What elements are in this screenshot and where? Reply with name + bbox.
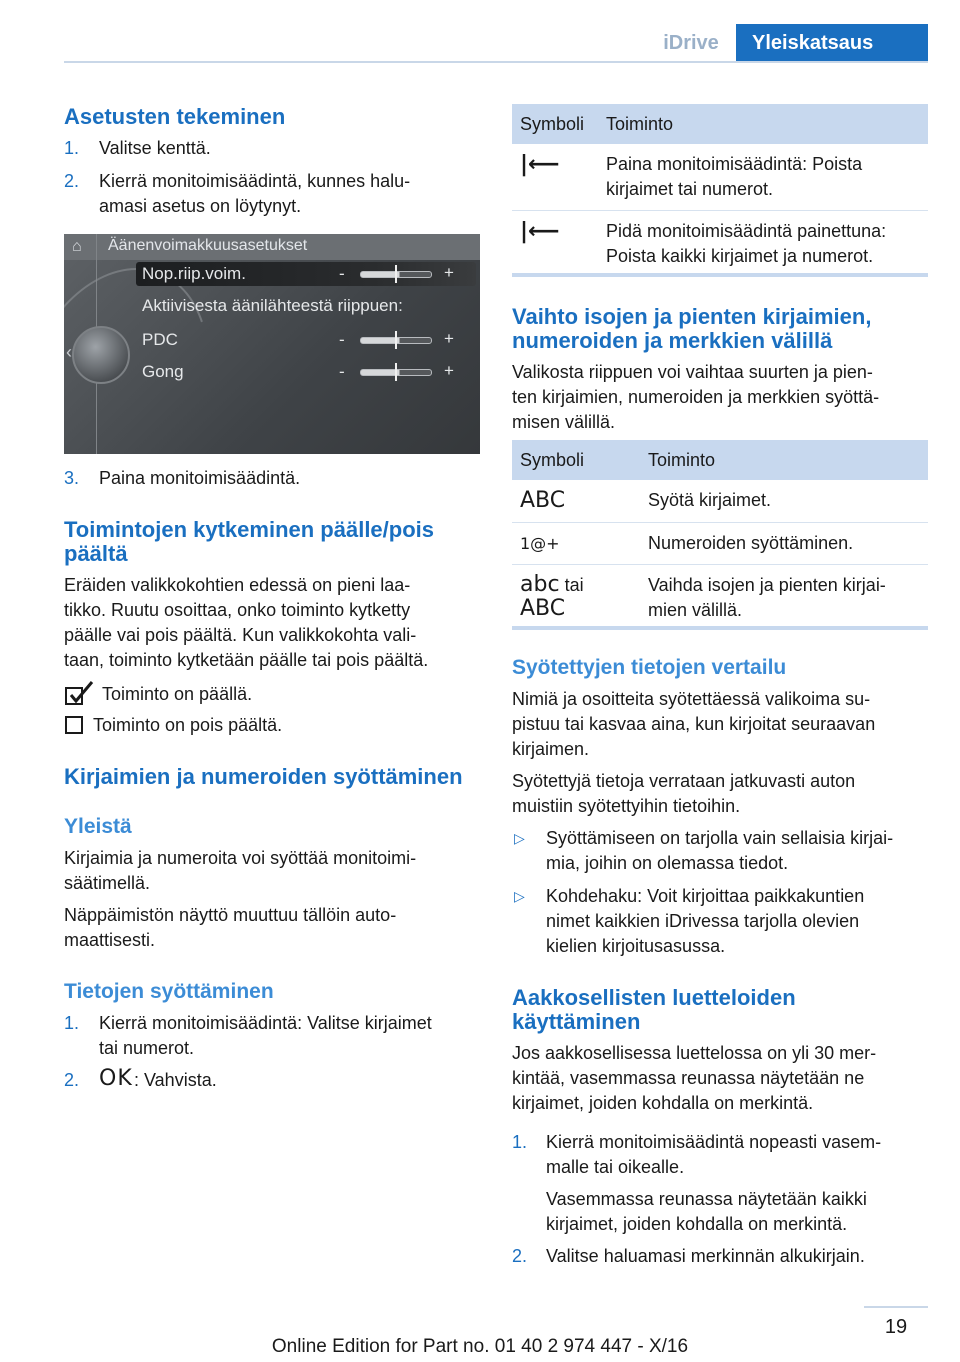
header-rule: [64, 61, 928, 63]
delete-arrow-icon: |⟵: [520, 152, 560, 177]
uppercase-abc-icon: ABC: [520, 596, 566, 621]
table-cell-line: mien välillä.: [648, 600, 743, 620]
step-number: 1.: [64, 138, 80, 158]
paragraph-line: Valikosta riippuen voi vaihtaa suurten ja pien-: [512, 362, 873, 382]
paragraph-line: ten kirjaimien, numeroiden ja merkkien syöttä-: [512, 387, 880, 407]
subheading-entry: Tietojen syöttäminen: [64, 980, 274, 1003]
bullet-text: nimet kaikkien iDrivessa tarjolla olevien: [546, 911, 860, 931]
toggle-off-text: Toiminto on pois päältä.: [93, 715, 283, 735]
paragraph-line: Syötettyjä tietoja verrataan jatkuvasti auton: [512, 771, 856, 791]
table-row: [512, 565, 928, 632]
heading-input: Kirjaimien ja numeroiden syöttäminen: [64, 764, 463, 789]
heading-settings: Asetusten tekeminen: [64, 104, 286, 129]
toggle-on-text: Toiminto on päällä.: [102, 684, 253, 704]
bullet-triangle-icon: ▷: [514, 830, 525, 846]
paragraph-line: Kirjaimia ja numeroita voi syöttää monitoimi-: [64, 848, 417, 868]
paragraph-line: päälle vai pois päältä. Kun valikkokohta vali-: [64, 625, 417, 645]
numbers-symbols-icon: 1@+: [520, 534, 560, 553]
paragraph-line: kirjaimet, joiden kohdalla on merkintä.: [512, 1093, 814, 1113]
step-number: 2.: [64, 171, 80, 191]
chevron-left-icon: ‹: [66, 342, 72, 362]
paragraph-line: taan, toiminto kytketään päälle tai pois päältä.: [64, 650, 429, 670]
paragraph-line: tikko. Ruutu osoittaa, onko toiminto kytketty: [64, 600, 411, 620]
footer-edition: Online Edition for Part no. 01 40 2 974 447 - X/16: [271, 1336, 689, 1357]
paragraph-line: muistiin syötettyihin tietoihin.: [512, 796, 741, 816]
step-text: Kierrä monitoimisäädintä: Valitse kirjaimet: [99, 1013, 432, 1033]
bullet-text: Kohdehaku: Voit kirjoittaa paikkakuntien: [546, 886, 865, 906]
minus-icon: -: [339, 264, 345, 283]
paragraph-line: kirjaimen.: [512, 739, 590, 759]
step-text: Valitse haluamasi merkinnän alkukirjain.: [546, 1246, 865, 1266]
table-header: Toiminto: [598, 104, 928, 144]
delete-all-arrow-icon: |⟵: [520, 219, 560, 244]
paragraph-line: Nimiä ja osoitteita syötettäessä valikoima su-: [512, 689, 871, 709]
bullet-triangle-icon: ▷: [514, 888, 525, 904]
step-text: Kierrä monitoimisäädintä, kunnes halu-: [99, 171, 411, 191]
idrive-screen-image: [64, 234, 480, 454]
screen-row-active-source: Aktiivisesta äänilähteestä riippuen:: [142, 296, 403, 315]
table-cell-line: kirjaimet tai numerot.: [606, 179, 774, 199]
paragraph-line: Jos aakkosellisessa luettelossa on yli 30 mer-: [512, 1043, 877, 1063]
footer-rule: [864, 1306, 928, 1308]
table-cell-line: Syötä kirjaimet.: [640, 480, 928, 523]
screen-title: Äänenvoimakkuusasetukset: [108, 237, 308, 254]
plus-icon: +: [444, 263, 454, 282]
ok-icon: OK: [99, 1066, 133, 1091]
delete-symbols-table: [512, 104, 928, 277]
heading-toggle-cont: päältä: [64, 541, 128, 566]
heading-alpha: Aakkosellisten luetteloiden: [512, 985, 796, 1010]
paragraph-line: pistuu tai kasvaa aina, kun kirjoitat seuraavan: [512, 714, 876, 734]
paragraph-line: maattisesti.: [64, 930, 156, 950]
step-number: 3.: [64, 468, 80, 488]
paragraph-line: kintää, vasemmassa reunassa näytetään ne: [512, 1068, 865, 1088]
table-header: Symboli: [512, 440, 640, 480]
table-row: [512, 144, 928, 211]
bullet-text: mia, joihin on olemassa tiedot.: [546, 853, 789, 873]
screen-row-nop-riip: Nop.riip.voim.: [142, 264, 246, 283]
table-cell-line: Vaihda isojen ja pienten kirjai-: [648, 575, 886, 595]
screen-row-pdc: PDC: [142, 330, 178, 349]
table-row: [512, 211, 928, 278]
table-row: [512, 523, 928, 565]
table-cell-line: Paina monitoimisäädintä: Poista: [606, 154, 863, 174]
screen-row-gong: Gong: [142, 362, 184, 381]
paragraph-line: misen välillä.: [512, 412, 616, 432]
step-text: tai numerot.: [99, 1038, 195, 1058]
subheading-general: Yleistä: [64, 815, 132, 838]
slider-knob: [395, 363, 397, 381]
step-text: : Vahvista.: [134, 1070, 217, 1090]
step-number: 1.: [512, 1132, 528, 1152]
plus-icon: +: [444, 329, 454, 348]
heading-switch: Vaihto isojen ja pienten kirjaimien,: [512, 304, 872, 329]
subheading-compare: Syötettyjen tietojen vertailu: [512, 656, 787, 679]
step-text: Valitse kenttä.: [99, 138, 211, 158]
checkbox-checked-icon: [64, 680, 96, 706]
or-text: tai: [564, 575, 584, 595]
uppercase-abc-icon: ABC: [520, 488, 566, 513]
bullet-text: kielien kirjoitusasussa.: [546, 936, 726, 956]
step-text: kirjaimet, joiden kohdalla on merkintä.: [546, 1214, 848, 1234]
step-text: malle tai oikealle.: [546, 1157, 685, 1177]
paragraph-line: säätimellä.: [64, 873, 151, 893]
minus-icon: -: [339, 330, 345, 349]
table-bottom-rule: [512, 626, 928, 630]
paragraph-line: Näppäimistön näyttö muuttuu tällöin auto-: [64, 905, 397, 925]
bullet-text: Syöttämiseen on tarjolla vain sellaisia kirjai-: [546, 828, 894, 848]
header-section-label: iDrive: [663, 32, 719, 54]
heading-alpha-cont: käyttäminen: [512, 1009, 641, 1034]
table-header: Symboli: [512, 104, 598, 144]
step-text: Vasemmassa reunassa näytetään kaikki: [546, 1189, 867, 1209]
table-bottom-rule: [512, 273, 928, 277]
table-header: Toiminto: [640, 440, 928, 480]
step-number: 1.: [64, 1013, 80, 1033]
page-number: 19: [884, 1316, 908, 1338]
header-tab: Yleiskatsaus: [736, 24, 928, 62]
table-row: [512, 480, 928, 523]
table-cell-line: Numeroiden syöttäminen.: [640, 523, 928, 565]
table-cell-line: Pidä monitoimisäädintä painettuna:: [606, 221, 887, 241]
paragraph-line: Eräiden valikkokohtien edessä on pieni laa-: [64, 575, 411, 595]
slider-knob: [395, 265, 397, 283]
table-cell-line: Poista kaikki kirjaimet ja numerot.: [606, 246, 874, 266]
switch-symbols-table: [512, 440, 928, 631]
step-number: 2.: [64, 1070, 80, 1090]
minus-icon: -: [339, 362, 345, 381]
step-number: 2.: [512, 1246, 528, 1266]
step-text: Kierrä monitoimisäädintä nopeasti vasem-: [546, 1132, 882, 1152]
slider-knob: [395, 331, 397, 349]
lowercase-abc-icon: abc: [520, 572, 560, 597]
heading-switch-cont: numeroiden ja merkkien välillä: [512, 328, 833, 353]
home-icon: ⌂: [72, 238, 82, 255]
plus-icon: +: [444, 361, 454, 380]
controller-dial-icon: [72, 326, 130, 384]
checkbox-empty-icon: [64, 714, 86, 736]
step-text: amasi asetus on löytynyt.: [99, 196, 302, 216]
step-text: Paina monitoimisäädintä.: [99, 468, 301, 488]
heading-toggle: Toimintojen kytkeminen päälle/pois: [64, 517, 435, 542]
